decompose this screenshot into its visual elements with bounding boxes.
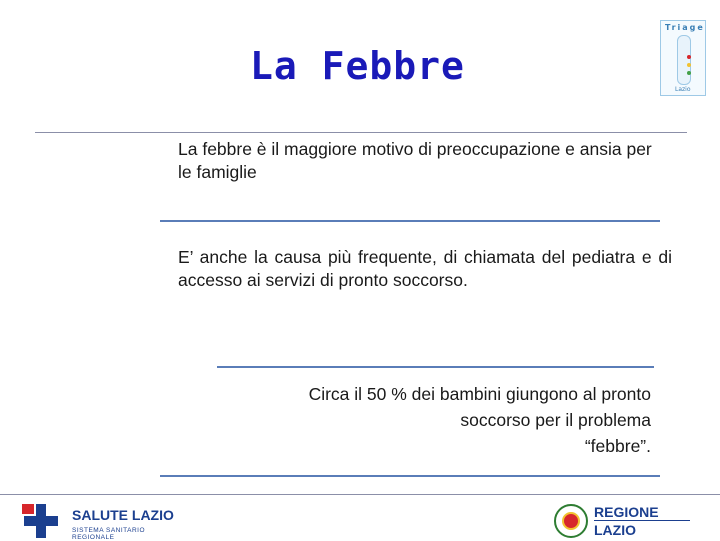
seal-icon: [554, 504, 588, 538]
footer-divider: [0, 494, 720, 495]
seal-inner: [562, 512, 580, 530]
divider-1: [160, 220, 660, 222]
salute-lazio-logo: [22, 500, 182, 540]
paragraph-3-line-3: “febbre”.: [584, 436, 651, 456]
status-dot-green: [687, 71, 691, 75]
paragraph-3-line-1: Circa il 50 % dei bambini giungono al pronto: [308, 384, 651, 404]
thermometer-icon: [677, 35, 691, 85]
triage-badge-logo: [660, 20, 706, 96]
logo-name: SALUTE LAZIO: [72, 507, 174, 523]
cross-icon-bar: [24, 516, 58, 526]
status-dot-red: [687, 55, 691, 59]
regione-lazio-logo: [552, 502, 702, 540]
status-dot-yellow: [687, 63, 691, 67]
divider-2: [217, 366, 654, 368]
paragraph-3: [215, 381, 651, 459]
divider-3: [160, 475, 660, 477]
logo-line-1: REGIONE: [594, 504, 659, 520]
paragraph-2: E’ anche la causa più frequente, di chiamata del pediatra e di accesso ai servizi di pronto soccorso.: [178, 247, 672, 290]
badge-word: Triage: [665, 23, 705, 32]
title-divider: [35, 132, 687, 133]
logo-bar: [594, 520, 690, 521]
logo-line-2: LAZIO: [594, 522, 636, 538]
slide-title: La Febbre: [250, 44, 465, 88]
cross-icon-accent: [22, 504, 34, 514]
paragraph-3-line-2: soccorso per il problema: [460, 410, 651, 430]
logo-subtitle: SISTEMA SANITARIO REGIONALE: [72, 527, 146, 541]
badge-footer: Lazio: [675, 86, 691, 93]
paragraph-1: La febbre è il maggiore motivo di preoccupazione e ansia per le famiglie: [178, 139, 652, 182]
